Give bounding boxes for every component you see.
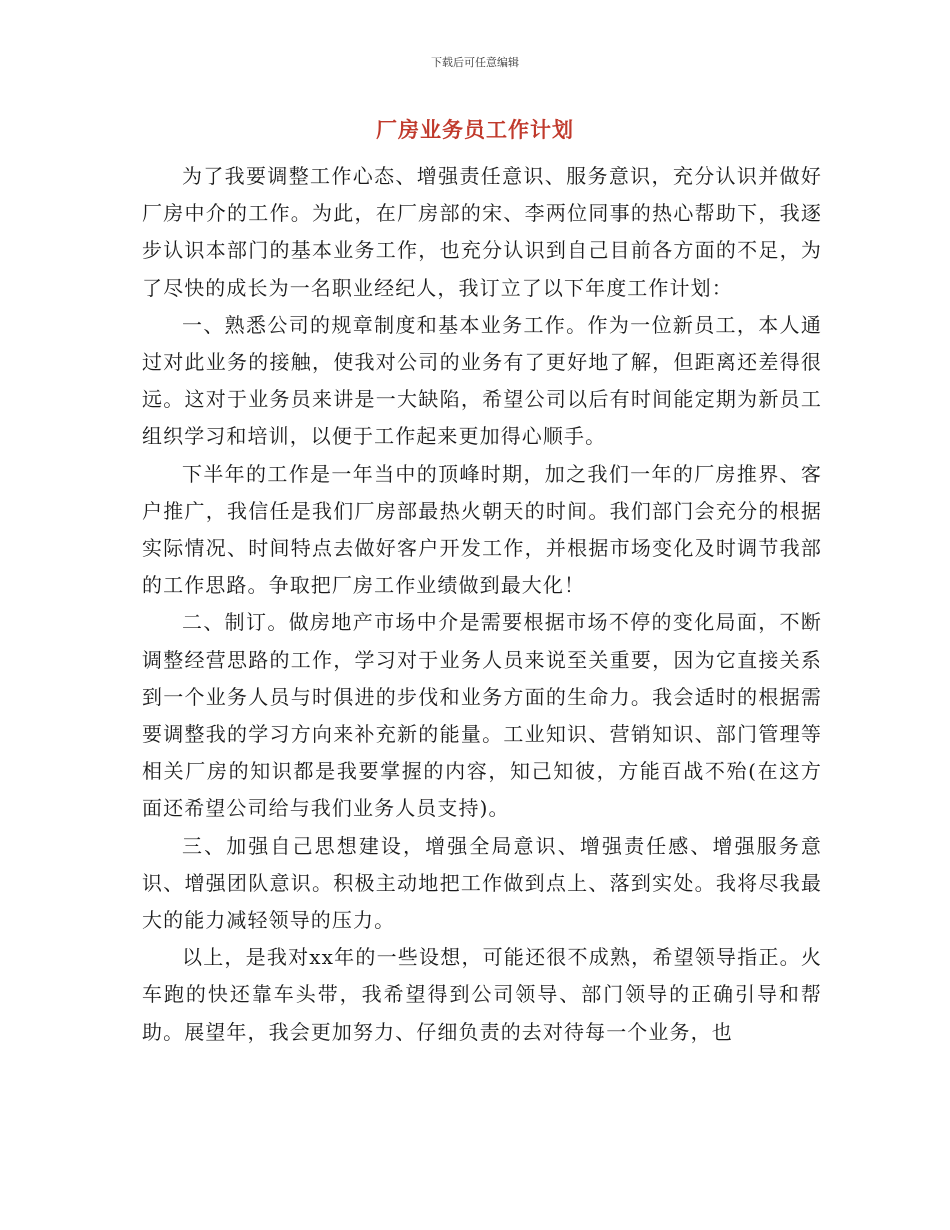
paragraph-conclusion: 以上，是我对xx年的一些设想，可能还很不成熟，希望领导指正。火车跑的快还靠车头带，我希望得到公司领导、部门领导的正确引导和帮助。展望年，我会更加努力、仔细负责的去对待每一个业务，也: [142, 945, 822, 1044]
paragraph-intro: 为了我要调整工作心态、增强责任意识、服务意识，充分认识并做好厂房中介的工作。为此，在厂房部的宋、李两位同事的热心帮助下，我逐步认识本部门的基本业务工作，也充分认识到自己目前各方面的不足，为了尽快的成长为一名职业经纪人，我订立了以下年度工作计划：: [142, 164, 822, 300]
paragraph-section-3: 三、加强自己思想建设，增强全局意识、增强责任感、增强服务意识、增强团队意识。积极主动地把工作做到点上、落到实处。我将尽我最大的能力减轻领导的压力。: [142, 833, 822, 933]
document-title: 厂房业务员工作计划: [376, 118, 574, 142]
paragraph-section-1: 一、熟悉公司的规章制度和基本业务工作。作为一位新员工，本人通过对此业务的接触，使我对公司的业务有了更好地了解，但距离还差得很远。这对于业务员来讲是一大缺陷，希望公司以后有时间能定期为新员工组织学习和培训，以便于工作起来更加得心顺手。: [142, 312, 822, 449]
header-note: 下载后可任意编辑: [431, 56, 519, 69]
paragraph-second-half: 下半年的工作是一年当中的顶峰时期，加之我们一年的厂房推界、客户推广，我信任是我们厂房部最热火朝天的时间。我们部门会充分的根据实际情况、时间特点去做好客户开发工作，并根据市场变化及时调节我部的工作思路。争取把厂房工作业绩做到最大化！: [142, 461, 822, 598]
document-body: [142, 158, 822, 1051]
paragraph-section-2: 二、制订。做房地产市场中介是需要根据市场不停的变化局面，不断调整经营思路的工作，学习对于业务人员来说至关重要，因为它直接关系到一个业务人员与时俱进的步伐和业务方面的生命力。我会适时的根据需要调整我的学习方向来补充新的能量。工业知识、营销知识、部门管理等相关厂房的知识都是我要掌握的内容，知己知彼，方能百战不殆(在这方面还希望公司给与我们业务人员支持)。: [142, 610, 822, 821]
